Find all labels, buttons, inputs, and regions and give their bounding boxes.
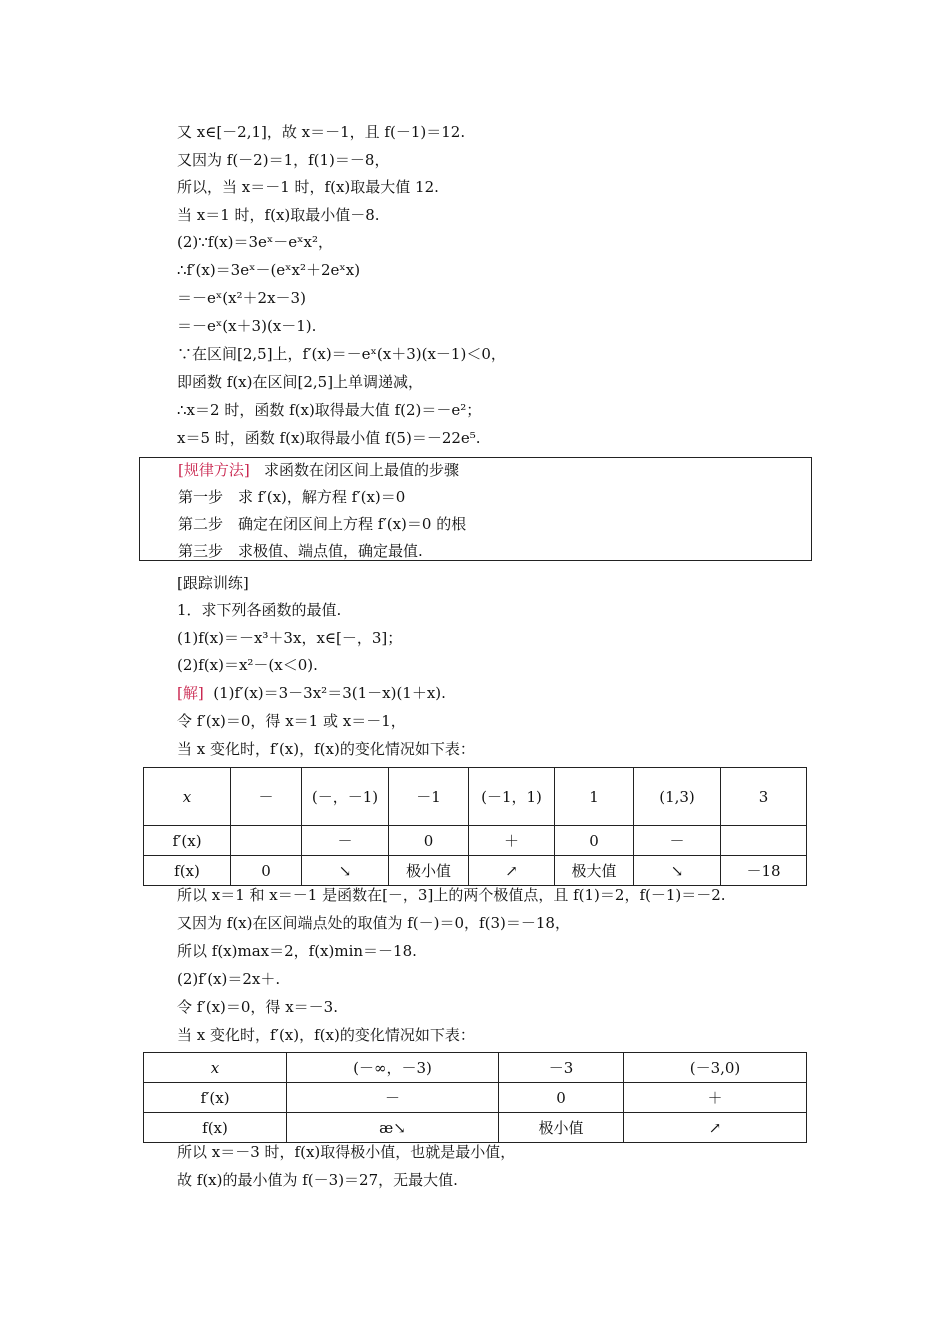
table-row	[144, 1083, 807, 1113]
table-cell: (－∞，－3)	[287, 1053, 499, 1083]
table-cell: 0	[499, 1083, 624, 1113]
solution-line: x＝5 时，函数 f(x)取得最小值 f(5)＝－22e⁵.	[177, 429, 481, 447]
solution-line: ＝－eˣ(x²＋2x－3)	[177, 289, 306, 307]
table-cell	[721, 826, 807, 856]
answer-line: 所以 x＝－3 时，f(x)取得极小值，也就是最小值，	[177, 1143, 516, 1161]
table-cell: 3	[721, 768, 807, 826]
table-cell: x	[144, 1053, 287, 1083]
table-row	[144, 768, 807, 826]
answer-tag: [解]	[177, 684, 204, 702]
answer-line	[177, 683, 446, 703]
table-cell: f(x)	[144, 1113, 287, 1143]
table-cell: ＋	[469, 826, 555, 856]
solution-line: ∴x＝2 时，函数 f(x)取得最大值 f(2)＝－e²；	[177, 401, 482, 419]
answer-line: 令 f′(x)＝0，得 x＝1 或 x＝－1，	[177, 712, 406, 730]
table-cell	[231, 826, 302, 856]
method-step: 第三步 求极值、端点值，确定最值.	[178, 542, 423, 560]
answer-line: 令 f′(x)＝0，得 x＝－3.	[177, 998, 338, 1016]
solution-line: 当 x＝1 时，f(x)取最小值－8.	[177, 206, 380, 224]
solution-line: ∴f′(x)＝3eˣ－(eˣx²＋2eˣx)	[177, 261, 361, 279]
variation-table-1	[143, 767, 807, 886]
solution-line: 所以，当 x＝－1 时，f(x)取最大值 12.	[177, 178, 439, 196]
table-cell: f′(x)	[144, 1083, 287, 1113]
table-cell: －1	[389, 768, 469, 826]
table-row	[144, 1053, 807, 1083]
table-cell: x	[144, 768, 231, 826]
table-cell: (－，－1)	[302, 768, 389, 826]
method-box	[139, 457, 812, 561]
solution-line: ＝－eˣ(x＋3)(x－1).	[177, 317, 317, 335]
answer-line: 故 f(x)的最小值为 f(－3)＝27，无最大值.	[177, 1171, 458, 1189]
solution-line: (2)∵f(x)＝3eˣ－eˣx²，	[177, 233, 333, 251]
table-cell: (－3,0)	[624, 1053, 807, 1083]
table-row	[144, 1113, 807, 1143]
answer-text: (1)f′(x)＝3－3x²＝3(1－x)(1＋x).	[213, 684, 446, 702]
answer-line: 当 x 变化时，f′(x)，f(x)的变化情况如下表：	[177, 740, 475, 758]
solution-line: 又 x∈[－2,1]，故 x＝－1，且 f(－1)＝12.	[177, 123, 466, 141]
method-tag: [规律方法]	[178, 461, 250, 479]
table-cell: f(x)	[144, 856, 231, 886]
table-cell: æ↘	[287, 1113, 499, 1143]
table-cell: －	[231, 768, 302, 826]
solution-line: 即函数 f(x)在区间[2,5]上单调递减，	[177, 373, 424, 391]
practice-header: [跟踪训练]	[177, 574, 249, 592]
table-cell: 极大值	[555, 856, 634, 886]
table-row	[144, 856, 807, 886]
table-cell: ↘	[302, 856, 389, 886]
table-cell: 1	[555, 768, 634, 826]
table-cell: ↘	[634, 856, 721, 886]
practice-line: (2)f(x)＝x²－(x＜0).	[177, 656, 318, 674]
table-cell: －	[287, 1083, 499, 1113]
method-step: 第二步 确定在闭区间上方程 f′(x)＝0 的根	[178, 515, 467, 533]
table-cell: (1,3)	[634, 768, 721, 826]
table-cell: ＋	[624, 1083, 807, 1113]
solution-line: 又因为 f(－2)＝1，f(1)＝－8，	[177, 151, 390, 169]
answer-line: 所以 x＝1 和 x＝－1 是函数在[－，3]上的两个极值点，且 f(1)＝2，f(－1)＝－2.	[177, 886, 726, 904]
practice-line: (1)f(x)＝－x³＋3x，x∈[－，3]；	[177, 629, 403, 647]
table-cell: －18	[721, 856, 807, 886]
method-title: 求函数在闭区间上最值的步骤	[264, 461, 460, 479]
table-cell: 0	[231, 856, 302, 886]
answer-line: 所以 f(x)max＝2，f(x)min＝－18.	[177, 942, 417, 960]
table-cell: 极小值	[389, 856, 469, 886]
answer-line: (2)f′(x)＝2x＋.	[177, 970, 281, 988]
method-heading	[178, 460, 459, 480]
table-cell: －	[634, 826, 721, 856]
practice-line: 1．求下列各函数的最值.	[177, 601, 342, 619]
table-cell: －	[302, 826, 389, 856]
table-cell: ↗	[624, 1113, 807, 1143]
table-row	[144, 826, 807, 856]
table-cell: 极小值	[499, 1113, 624, 1143]
solution-line: ∵在区间[2,5]上，f′(x)＝－eˣ(x＋3)(x－1)＜0，	[177, 345, 506, 363]
answer-line: 当 x 变化时，f′(x)，f(x)的变化情况如下表：	[177, 1026, 475, 1044]
table-cell: 0	[555, 826, 634, 856]
table-cell: (－1，1)	[469, 768, 555, 826]
table-cell: 0	[389, 826, 469, 856]
table-cell: －3	[499, 1053, 624, 1083]
variation-table-2	[143, 1052, 807, 1143]
table-cell: ↗	[469, 856, 555, 886]
answer-line: 又因为 f(x)在区间端点处的取值为 f(－)＝0，f(3)＝－18，	[177, 914, 570, 932]
method-step: 第一步 求 f′(x)，解方程 f′(x)＝0	[178, 488, 406, 506]
table-cell: f′(x)	[144, 826, 231, 856]
